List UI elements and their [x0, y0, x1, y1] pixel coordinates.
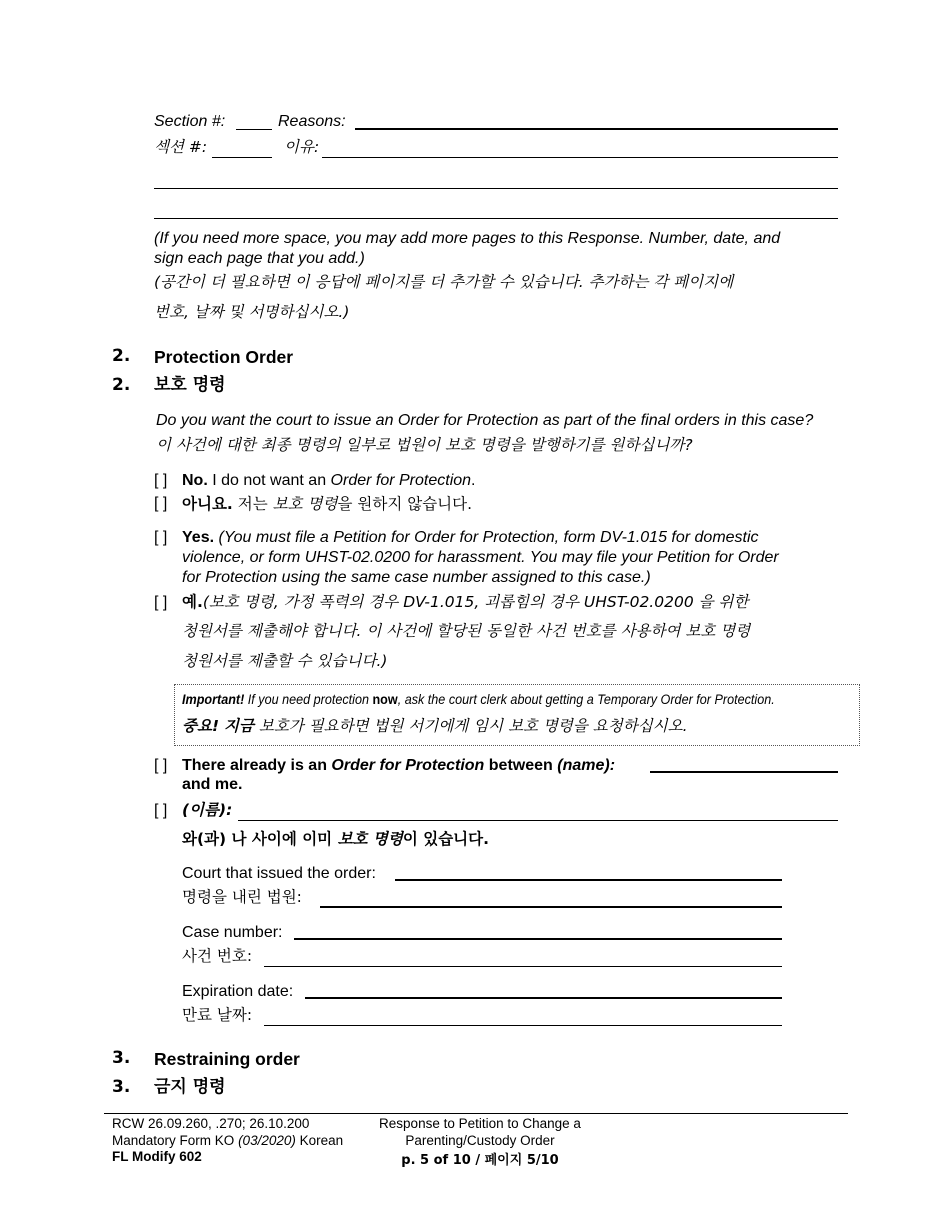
footer-page-number: p. 5 of 10 / 페이지 5/10 — [401, 1153, 559, 1168]
expiration-date-blank[interactable] — [305, 997, 782, 999]
yes-label: Yes. — [182, 529, 215, 546]
section-3-number-kr: 3. — [112, 1077, 131, 1097]
reasons-blank[interactable] — [355, 128, 838, 130]
section-number-label-kr: 섹션 #: — [154, 138, 208, 156]
case-number-label: Case number: — [182, 924, 283, 941]
reasons-extra-line-1[interactable] — [154, 188, 838, 189]
important-text-post: , ask the court clerk about getting a Temporary Order for Protection. — [397, 691, 775, 707]
reasons-blank-kr[interactable] — [322, 157, 838, 158]
existing-order-kr-pre: 와(과) 나 사이에 이미 — [182, 830, 333, 848]
yes-text-kr-line3: 청원서를 제출할 수 있습니다.) — [182, 652, 388, 670]
section-3-title: Restraining order — [154, 1049, 300, 1069]
section-2-title-kr: 보호 명령 — [154, 375, 226, 395]
existing-order-kr-post: 이 있습니다. — [402, 830, 490, 848]
no-label: No. — [182, 472, 208, 489]
yes-text-line3: for Protection using the same case number assigned to this case.) — [182, 569, 651, 586]
reasons-label: Reasons: — [278, 113, 346, 130]
existing-order-text-kr — [182, 829, 489, 849]
existing-order-kr-italic: 보호 명령 — [337, 830, 403, 848]
footer-mandatory-post: Korean — [299, 1133, 344, 1148]
court-label: Court that issued the order: — [182, 865, 376, 882]
court-blank-kr[interactable] — [320, 906, 782, 908]
existing-order-checkbox-kr[interactable]: [ ] — [154, 802, 168, 819]
yes-option-line1 — [182, 528, 759, 548]
no-text-kr-italic: 보호 명령 — [272, 495, 338, 513]
existing-order-name-blank[interactable] — [650, 771, 838, 773]
footer-mandatory-pre: Mandatory Form KO — [112, 1133, 235, 1148]
yes-label-kr: 예. — [182, 593, 203, 611]
yes-text-kr-line2: 청원서를 제출해야 합니다. 이 사건에 할당된 동일한 사건 번호를 사용하여 보호 명령 — [182, 622, 751, 640]
section-3-title-kr: 금지 명령 — [154, 1077, 226, 1097]
important-label: Important! — [182, 691, 245, 707]
existing-order-name-blank-kr[interactable] — [238, 820, 838, 821]
court-blank[interactable] — [395, 879, 782, 881]
important-text-pre: If you need protection — [247, 691, 369, 707]
section-number-blank-kr[interactable] — [212, 157, 272, 158]
no-checkbox-kr[interactable]: [ ] — [154, 495, 168, 512]
section-2-title: Protection Order — [154, 347, 294, 367]
footer-mandatory-date: (03/2020) — [238, 1133, 296, 1148]
case-number-label-kr: 사건 번호: — [182, 947, 253, 965]
section-number-blank[interactable] — [236, 129, 272, 130]
yes-text-line1: (You must file a Petition for Order for Protection, form DV-1.015 for domestic — [218, 529, 759, 546]
no-checkbox[interactable]: [ ] — [154, 472, 168, 489]
existing-order-italic: Order for Protection — [331, 757, 485, 774]
important-label-kr: 중요! — [182, 717, 220, 735]
no-text-italic: Order for Protection — [330, 472, 472, 489]
yes-checkbox-kr[interactable]: [ ] — [154, 594, 168, 611]
existing-order-name-label-kr: (이름): — [182, 801, 233, 819]
no-label-kr: 아니요. — [182, 495, 233, 513]
expiration-date-label: Expiration date: — [182, 983, 294, 1000]
footer-rule — [104, 1113, 848, 1114]
expiration-date-blank-kr[interactable] — [264, 1025, 782, 1026]
section-number-label: Section #: — [154, 113, 226, 130]
more-space-note-line1: (If you need more space, you may add more pages to this Response. Number, date, and — [154, 230, 781, 247]
important-notice-kr — [182, 716, 688, 736]
important-text-now: now — [372, 691, 398, 707]
existing-order-line2: and me. — [182, 776, 243, 793]
existing-order-text — [182, 756, 615, 776]
reasons-extra-line-2[interactable] — [154, 218, 838, 219]
footer-form-id: FL Modify 602 — [112, 1149, 202, 1164]
existing-order-mid: between — [488, 757, 553, 774]
footer-rcw: RCW 26.09.260, .270; 26.10.200 — [112, 1116, 310, 1131]
more-space-note-line2: sign each page that you add.) — [154, 250, 365, 267]
yes-option-kr-line1 — [182, 592, 748, 612]
case-number-blank[interactable] — [294, 938, 782, 940]
footer-mandatory-form — [112, 1132, 343, 1149]
protection-question: Do you want the court to issue an Order for Protection as part of the final orders in this case? — [156, 412, 814, 429]
existing-order-name-label: (name): — [557, 757, 616, 774]
no-option-text-kr — [182, 494, 472, 514]
no-text-post: . — [471, 472, 476, 489]
case-number-blank-kr[interactable] — [264, 966, 782, 967]
important-now-kr: 지금 — [223, 717, 254, 735]
reasons-label-kr: 이유: — [284, 138, 320, 156]
expiration-date-label-kr: 만료 날짜: — [182, 1006, 253, 1024]
important-notice-en — [182, 690, 775, 708]
section-3-number: 3. — [112, 1048, 131, 1068]
no-option-text — [182, 471, 476, 491]
yes-text-kr-line1: (보호 명령, 가정 폭력의 경우 DV-1.015, 괴롭힘의 경우 UHST-02.0200 을 위한 — [202, 593, 749, 611]
existing-order-checkbox[interactable]: [ ] — [154, 757, 168, 774]
no-text-kr-post: 을 원하지 않습니다. — [337, 495, 473, 513]
section-2-number-kr: 2. — [112, 375, 131, 395]
important-text-kr: 보호가 필요하면 법원 서기에게 임시 보호 명령을 요청하십시오. — [258, 717, 688, 735]
more-space-note-kr-line2: 번호, 날짜 및 서명하십시오.) — [154, 303, 350, 321]
no-text-kr-pre: 저는 — [237, 495, 268, 513]
no-text-pre: I do not want an — [212, 472, 327, 489]
section-2-number: 2. — [112, 346, 131, 366]
court-label-kr: 명령을 내린 법원: — [182, 888, 302, 906]
footer-doc-title-line2: Parenting/Custody Order — [405, 1133, 555, 1148]
yes-checkbox[interactable]: [ ] — [154, 529, 168, 546]
protection-question-kr: 이 사건에 대한 최종 명령의 일부로 법원이 보호 명령을 발행하기를 원하십니까? — [156, 436, 693, 454]
footer-doc-title-line1: Response to Petition to Change a — [379, 1116, 581, 1131]
more-space-note-kr-line1: (공간이 더 필요하면 이 응답에 페이지를 더 추가할 수 있습니다. 추가하는 각 페이지에 — [154, 273, 734, 291]
yes-text-line2: violence, or form UHST-02.0200 for harassment. You may file your Petition for Order — [182, 549, 779, 566]
existing-order-pre: There already is an — [182, 757, 327, 774]
